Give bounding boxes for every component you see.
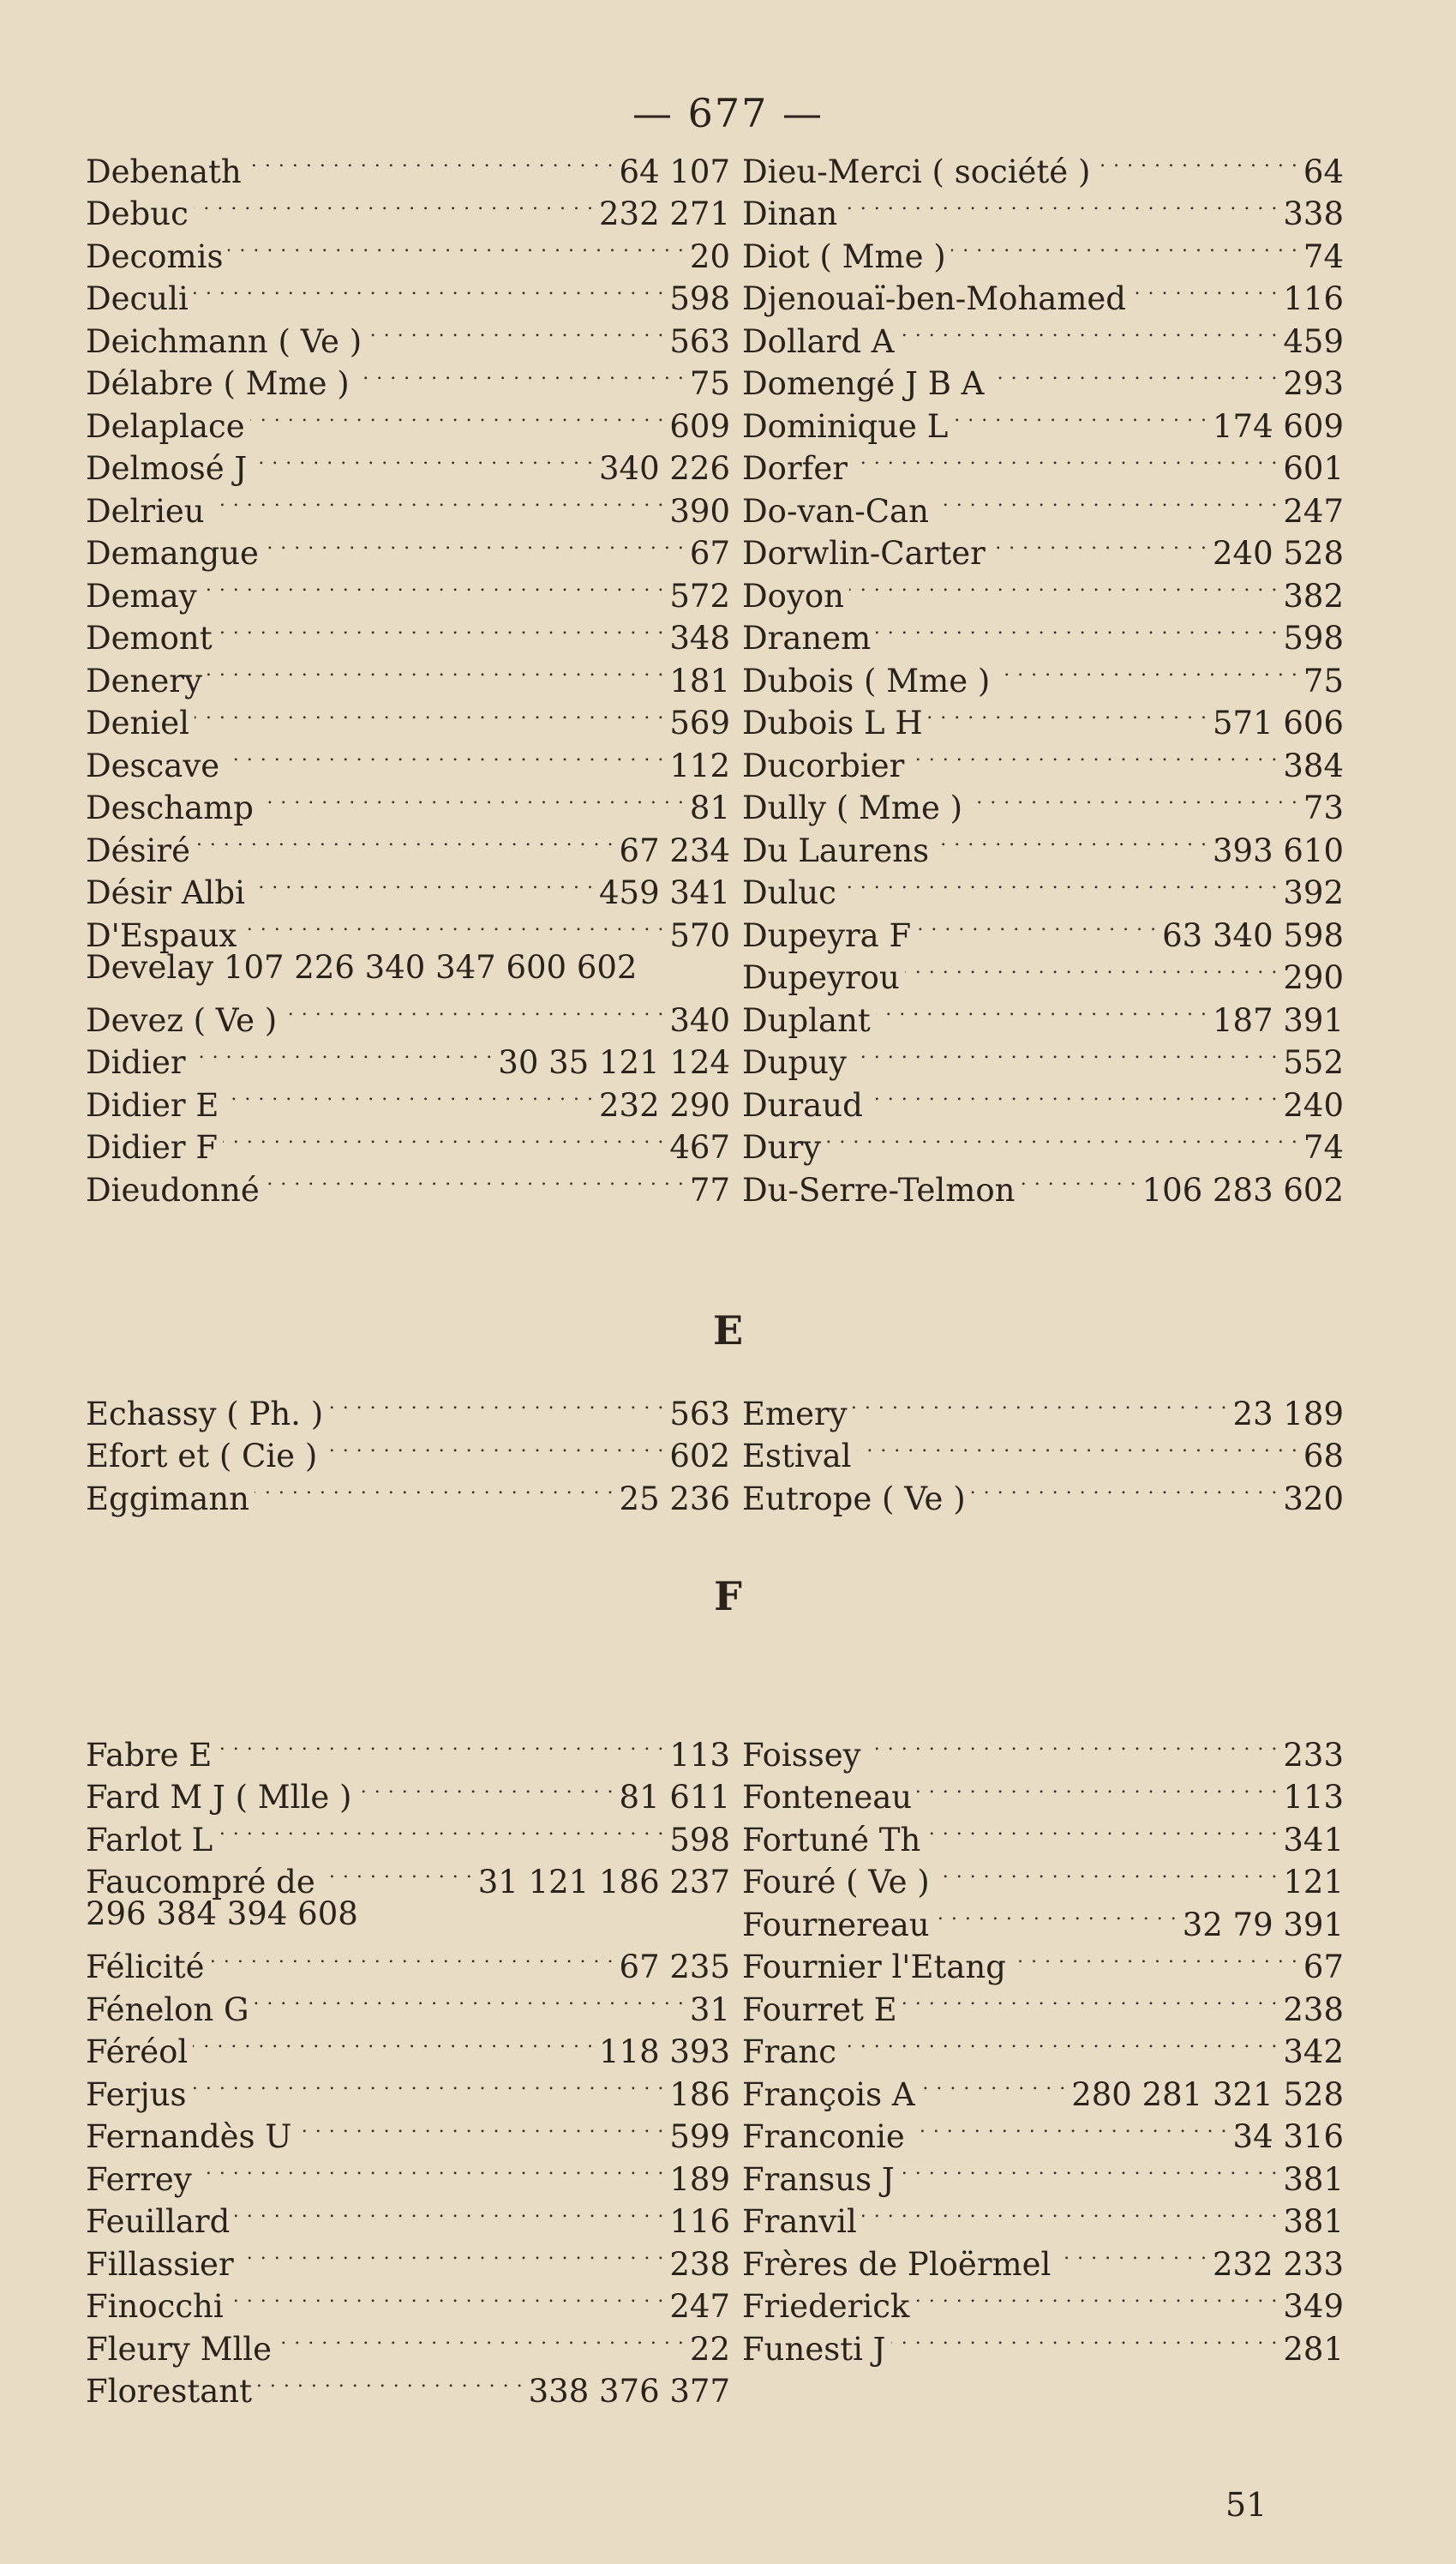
entry-pages: 381	[1283, 2203, 1344, 2240]
leader-dots	[900, 2147, 1279, 2190]
entry-pages: 232 271	[598, 195, 730, 232]
leader-dots	[321, 1851, 473, 1894]
index-entry	[742, 1158, 1344, 1209]
entry-name: Deculi	[86, 280, 189, 317]
index-entry	[86, 988, 730, 1039]
entry-name: Fournier l'Etang	[742, 1949, 1006, 1985]
leader-dots	[322, 1425, 664, 1468]
entry-name: Demay	[86, 577, 197, 615]
leader-dots	[902, 1978, 1279, 2021]
leader-dots	[826, 1116, 1298, 1159]
entry-name: Fouré ( Ve )	[742, 1864, 930, 1900]
leader-dots	[876, 607, 1278, 650]
entry-name: Dupeyrou	[742, 959, 900, 996]
entry-pages: 116	[1283, 280, 1344, 317]
entry-pages: 598	[669, 1821, 730, 1858]
entry-name: Do-van-Can	[742, 492, 929, 530]
entry-pages: 240	[1283, 1086, 1344, 1124]
entry-pages: 81	[689, 790, 730, 826]
leader-dots	[250, 394, 665, 437]
entry-pages: 349	[1283, 2288, 1344, 2325]
leader-dots	[928, 692, 1207, 735]
leader-dots	[953, 394, 1207, 437]
leader-dots	[917, 1766, 1278, 1809]
entry-name: Désir Albi	[86, 874, 245, 911]
entry-name: Florestant	[86, 2373, 252, 2410]
leader-dots	[989, 352, 1278, 395]
leader-dots	[1056, 2232, 1207, 2275]
leader-dots	[255, 1467, 614, 1510]
leader-dots	[228, 225, 684, 267]
entry-name: Fard M J ( Mlle )	[86, 1779, 352, 1816]
entry-name: Fernandès U	[86, 2118, 292, 2155]
entry-pages: 30 35 121 124	[498, 1044, 730, 1081]
entry-pages: 341	[1283, 1821, 1344, 1858]
entry-pages: 338 376 377	[528, 2373, 730, 2410]
entry-pages: 601	[1283, 450, 1344, 487]
leader-dots	[1011, 1936, 1298, 1979]
leader-dots	[866, 1723, 1279, 1766]
entry-name: Deniel	[86, 705, 189, 742]
entry-name: Duplant	[742, 1001, 871, 1039]
entry-name: Féréol	[86, 2033, 189, 2070]
entry-name: Duluc	[742, 874, 836, 911]
entry-pages: 113	[669, 1736, 730, 1774]
entry-pages: 338	[1283, 195, 1344, 232]
entry-name: Dorfer	[742, 450, 848, 487]
entry-name: Domengé J B A	[742, 365, 985, 402]
entry-name: Eutrope ( Ve )	[742, 1480, 966, 1517]
leader-dots	[210, 1936, 614, 1979]
leader-dots	[282, 988, 664, 1031]
leader-dots	[1020, 1158, 1136, 1201]
entry-name: Denery	[86, 662, 202, 700]
entry-pages: 74	[1303, 1129, 1344, 1166]
entry-pages: 32 79 391	[1182, 1906, 1344, 1943]
sheet-number: 51	[1225, 2486, 1267, 2524]
entry-name: Franvil	[742, 2203, 857, 2240]
entry-name: Dorwlin-Carter	[742, 535, 986, 572]
entry-name: Faucompré de	[86, 1864, 315, 1900]
entry-name: Ferrey	[86, 2160, 192, 2198]
entry-pages: 118 393	[598, 2033, 730, 2070]
entry-name: Frères de Ploërmel	[742, 2245, 1052, 2283]
index-entry	[86, 946, 730, 989]
entry-name: Decomis	[86, 237, 224, 275]
leader-dots	[265, 1158, 685, 1201]
leader-dots	[1095, 140, 1298, 183]
entry-pages: 552	[1283, 1044, 1344, 1081]
index-entry	[86, 1936, 730, 1985]
leader-dots	[367, 309, 664, 352]
leader-dots	[842, 862, 1278, 904]
entry-name: Demont	[86, 620, 213, 657]
index-column-d-right	[742, 140, 1344, 1209]
entry-pages: 113	[1283, 1779, 1344, 1816]
entry-pages: 569	[669, 705, 730, 742]
entry-name: Descave	[86, 747, 220, 784]
entry-pages: 77	[689, 1171, 730, 1209]
leader-dots	[210, 479, 665, 522]
entry-name: Deschamp	[86, 790, 254, 826]
entry-pages: 459	[1283, 322, 1344, 360]
entry-name: Didier F	[86, 1129, 219, 1166]
entry-pages: 572	[669, 577, 730, 615]
entry-name: Didier	[86, 1044, 186, 1081]
entry-pages: 64	[1303, 153, 1344, 190]
entry-pages: 63 340 598	[1162, 916, 1344, 954]
leader-dots	[891, 2317, 1279, 2360]
entry-pages: 67	[689, 535, 730, 572]
entry-pages: 67 235	[619, 1949, 730, 1985]
entry-pages: 598	[669, 280, 730, 317]
entry-pages: 609	[669, 407, 730, 445]
entry-name: Désiré	[86, 832, 190, 869]
entry-pages: 280 281 321 528	[1071, 2075, 1344, 2113]
leader-dots	[242, 904, 664, 946]
leader-dots	[876, 988, 1207, 1031]
index-entry	[742, 1723, 1344, 1774]
entry-pages: 75	[1303, 662, 1344, 700]
entry-pages: 340 226	[598, 450, 730, 487]
entry-pages: 393 610	[1212, 832, 1344, 869]
entry-pages: 25 236	[619, 1480, 730, 1517]
index-column-f-left	[86, 1723, 730, 2410]
entry-pages: 459 341	[598, 874, 730, 911]
entry-pages: 233	[1283, 1736, 1344, 1774]
leader-dots	[853, 1382, 1228, 1425]
leader-dots	[868, 1073, 1279, 1116]
entry-name: D'Espaux	[86, 916, 237, 954]
entry-name: Debenath	[86, 153, 242, 190]
leader-dots	[202, 564, 665, 607]
leader-dots	[926, 1808, 1278, 1851]
entry-name: Fleury Mlle	[86, 2330, 273, 2368]
entry-pages: 121	[1283, 1864, 1344, 1900]
entry-pages: 68	[1303, 1438, 1344, 1474]
leader-dots	[218, 1808, 664, 1851]
leader-dots	[197, 2147, 665, 2190]
leader-dots	[192, 2063, 665, 2105]
entry-pages: 247	[669, 2288, 730, 2325]
index-entry	[742, 1382, 1344, 1432]
entry-pages: 75	[689, 365, 730, 402]
leader-dots	[194, 267, 665, 310]
entry-pages: 189	[669, 2160, 730, 2198]
entry-name: Dollard A	[742, 322, 895, 360]
entry-pages: 187 391	[1212, 1001, 1344, 1039]
entry-pages: 67 234	[619, 832, 730, 869]
entry-name: Dupeyra F	[742, 916, 912, 954]
index-entry	[742, 140, 1344, 190]
page-number: — 677 —	[632, 90, 824, 136]
leader-dots	[195, 819, 614, 862]
entry-name: Echassy ( Ph. )	[86, 1395, 324, 1432]
entry-pages: 290	[1283, 959, 1344, 996]
entry-pages: 340	[669, 1001, 730, 1039]
entry-continuation: 296 384 394 608	[86, 1895, 358, 1932]
entry-pages: 174 609	[1212, 407, 1344, 445]
leader-dots	[195, 692, 664, 735]
entry-name: François A	[742, 2075, 915, 2113]
index-entry	[86, 140, 730, 190]
leader-dots	[264, 522, 685, 565]
entry-pages: 320	[1283, 1480, 1344, 1517]
leader-dots	[934, 479, 1278, 522]
index-column-e-left	[86, 1382, 730, 1517]
entry-pages: 602	[669, 1438, 730, 1474]
entry-name: Dully ( Mme )	[742, 790, 963, 826]
leader-dots	[900, 309, 1279, 352]
entry-pages: 106 283 602	[1141, 1171, 1344, 1209]
entry-name: Didier E	[86, 1086, 219, 1124]
entry-pages: 67	[1303, 1949, 1344, 1985]
entry-name: Dury	[742, 1129, 822, 1166]
entry-name: Fourret E	[742, 1991, 897, 2028]
entry-name: Fillassier	[86, 2245, 234, 2283]
leader-dots	[935, 1851, 1279, 1894]
leader-dots	[842, 2021, 1278, 2063]
entry-pages: 384	[1283, 747, 1344, 784]
entry-name: Fransus J	[742, 2160, 895, 2198]
entry-pages: 571 606	[1212, 705, 1344, 742]
entry-name: Fournereau	[742, 1906, 930, 1943]
section-heading-f: F	[714, 1573, 742, 1619]
leader-dots	[852, 1031, 1278, 1074]
entry-name: Farlot L	[86, 1821, 213, 1858]
entry-pages: 467	[669, 1129, 730, 1166]
entry-pages: 112	[669, 747, 730, 784]
entry-pages: 348	[669, 620, 730, 657]
entry-pages: 73	[1303, 790, 1344, 826]
entry-name: Delrieu	[86, 492, 205, 530]
entry-pages: 381	[1283, 2160, 1344, 2198]
entry-pages: 31 121 186 237	[477, 1864, 730, 1900]
leader-dots	[239, 2232, 665, 2275]
entry-name: Eggimann	[86, 1480, 250, 1517]
leader-dots	[277, 2317, 685, 2360]
entry-pages: 570	[669, 916, 730, 954]
leader-dots	[229, 2275, 665, 2318]
entry-pages: 342	[1283, 2033, 1344, 2070]
entry-name: Emery	[742, 1395, 848, 1432]
entry-name: Fonteneau	[742, 1779, 913, 1816]
leader-dots	[297, 2105, 664, 2148]
entry-name: Fortuné Th	[742, 1821, 921, 1858]
leader-dots	[250, 862, 594, 904]
entry-name: Finocchi	[86, 2288, 224, 2325]
leader-dots	[842, 183, 1278, 225]
entry-pages: 392	[1283, 874, 1344, 911]
entry-name: Delaplace	[86, 407, 245, 445]
leader-dots	[328, 1382, 664, 1425]
leader-dots	[905, 946, 1279, 989]
leader-dots	[935, 1893, 1177, 1936]
entry-pages: 64 107	[619, 153, 730, 190]
entry-pages: 74	[1303, 237, 1344, 275]
entry-name: Efort et ( Cie )	[86, 1438, 318, 1474]
leader-dots	[247, 140, 614, 183]
leader-dots	[207, 649, 664, 692]
index-entry	[86, 1723, 730, 1774]
entry-name: Foissey	[742, 1736, 861, 1774]
leader-dots	[909, 734, 1278, 777]
leader-dots	[235, 2190, 664, 2233]
entry-pages: 20	[689, 237, 730, 275]
entry-name: Develay 107 226 340 347 600 602	[86, 948, 638, 986]
leader-dots	[849, 564, 1278, 607]
index-column-d-left	[86, 140, 730, 1209]
leader-dots	[217, 1723, 664, 1766]
leader-dots	[916, 904, 1157, 946]
entry-pages: 232 290	[598, 1086, 730, 1124]
entry-name: Du-Serre-Telmon	[742, 1171, 1016, 1209]
entry-name: Debuc	[86, 195, 189, 232]
leader-dots	[920, 2063, 1067, 2105]
leader-dots	[225, 734, 664, 777]
entry-pages: 34 316	[1232, 2118, 1344, 2155]
entry-pages: 281	[1283, 2330, 1344, 2368]
index-column-f-right	[742, 1723, 1344, 2368]
entry-name: Dubois L H	[742, 705, 923, 742]
entry-name: Friederick	[742, 2288, 910, 2325]
entry-name: Duraud	[742, 1086, 863, 1124]
entry-name: Deichmann ( Ve )	[86, 322, 363, 360]
entry-name: Diot ( Mme )	[742, 237, 946, 275]
leader-dots	[255, 1978, 685, 2021]
entry-pages: 31	[689, 1991, 730, 2028]
entry-pages: 81 611	[619, 1779, 730, 1816]
entry-pages: 390	[669, 492, 730, 530]
leader-dots	[193, 2021, 594, 2063]
leader-dots	[257, 2360, 524, 2403]
entry-name: Fabre E	[86, 1736, 213, 1774]
entry-name: Djenouaï-ben-Mohamed	[742, 280, 1126, 317]
entry-name: Ferjus	[86, 2075, 187, 2113]
entry-pages: 181	[669, 662, 730, 700]
leader-dots	[224, 1073, 594, 1116]
leader-dots	[968, 777, 1298, 820]
entry-name: Franconie	[742, 2118, 905, 2155]
leader-dots	[1131, 267, 1278, 310]
leader-dots	[252, 437, 594, 480]
entry-pages: 563	[669, 322, 730, 360]
index-column-e-right	[742, 1382, 1344, 1517]
entry-name: Dieu-Merci ( société )	[742, 153, 1091, 190]
entry-name: Dieudonné	[86, 1171, 260, 1209]
leader-dots	[355, 352, 685, 395]
entry-pages: 599	[669, 2118, 730, 2155]
leader-dots	[934, 819, 1207, 862]
entry-pages: 598	[1283, 620, 1344, 657]
leader-dots	[223, 1116, 664, 1159]
entry-name: Dranem	[742, 620, 872, 657]
leader-dots	[857, 1425, 1298, 1468]
entry-pages: 238	[669, 2245, 730, 2283]
leader-dots	[971, 1467, 1279, 1510]
entry-name: Doyon	[742, 577, 844, 615]
entry-pages: 23 189	[1232, 1395, 1344, 1432]
entry-name: Du Laurens	[742, 832, 930, 869]
entry-name: Demangue	[86, 535, 259, 572]
leader-dots	[951, 225, 1298, 267]
leader-dots	[194, 183, 594, 225]
entry-name: Funesti J	[742, 2330, 886, 2368]
entry-pages: 293	[1283, 365, 1344, 402]
leader-dots	[862, 2190, 1279, 2233]
entry-pages: 563	[669, 1395, 730, 1432]
entry-name: Estival	[742, 1438, 852, 1474]
entry-name: Félicité	[86, 1949, 205, 1985]
entry-name: Feuillard	[86, 2203, 231, 2240]
entry-pages: 238	[1283, 1991, 1344, 2028]
leader-dots	[259, 777, 685, 820]
leader-dots	[853, 437, 1278, 480]
entry-pages: 247	[1283, 492, 1344, 530]
entry-pages: 232 233	[1212, 2245, 1344, 2283]
entry-name: Delmosé J	[86, 450, 248, 487]
leader-dots	[218, 607, 665, 650]
entry-name: Dinan	[742, 195, 838, 232]
entry-pages: 22	[689, 2330, 730, 2368]
index-entry	[86, 1382, 730, 1432]
leader-dots	[910, 2105, 1228, 2148]
entry-name: Dubois ( Mme )	[742, 662, 991, 700]
entry-name: Dominique L	[742, 407, 949, 445]
entry-pages: 116	[669, 2203, 730, 2240]
entry-name: Délabre ( Mme )	[86, 365, 350, 402]
leader-dots	[914, 2275, 1278, 2318]
index-entry	[742, 1116, 1344, 1166]
leader-dots	[991, 522, 1207, 565]
entry-name: Devez ( Ve )	[86, 1001, 278, 1039]
leader-dots	[995, 649, 1298, 692]
entry-name: Dupuy	[742, 1044, 847, 1081]
leader-dots	[357, 1766, 614, 1809]
entry-pages: 240 528	[1212, 535, 1344, 572]
entry-name: Fénelon G	[86, 1991, 249, 2028]
entry-name: Franc	[742, 2033, 836, 2070]
section-heading-e: E	[712, 1307, 744, 1354]
entry-pages: 186	[669, 2075, 730, 2113]
entry-pages: 382	[1283, 577, 1344, 615]
entry-name: Ducorbier	[742, 747, 905, 784]
leader-dots	[191, 1031, 494, 1074]
